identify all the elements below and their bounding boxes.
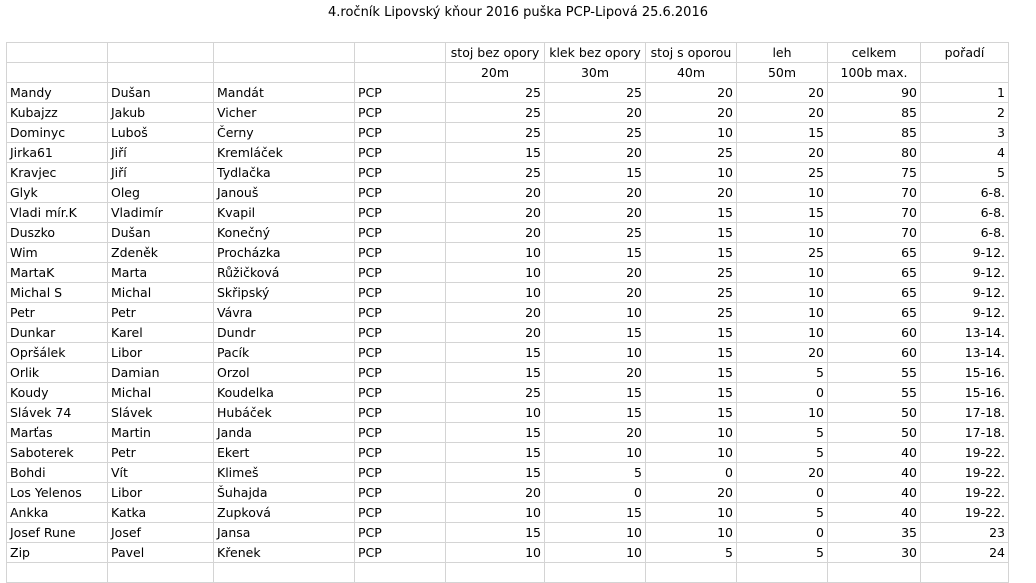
cell[interactable] [108, 63, 214, 83]
cell[interactable]: 20 [737, 343, 828, 363]
cell[interactable]: Josef [108, 523, 214, 543]
cell[interactable]: 19-22. [921, 503, 1009, 523]
cell[interactable]: Vladi mír.K [7, 203, 108, 223]
cell[interactable]: PCP [355, 523, 446, 543]
cell[interactable]: PCP [355, 243, 446, 263]
cell[interactable]: 13-14. [921, 343, 1009, 363]
cell[interactable]: 10 [737, 323, 828, 343]
cell[interactable]: 15 [646, 323, 737, 343]
cell[interactable]: Konečný [214, 223, 355, 243]
cell[interactable]: 25 [446, 163, 545, 183]
results-table [6, 42, 1009, 583]
cell[interactable]: Michal [108, 383, 214, 403]
cell[interactable]: Los Yelenos [7, 483, 108, 503]
cell[interactable] [7, 43, 108, 63]
cell[interactable]: Mandát [214, 83, 355, 103]
cell[interactable]: 25 [446, 383, 545, 403]
cell[interactable]: Saboterek [7, 443, 108, 463]
cell[interactable]: 13-14. [921, 323, 1009, 343]
cell[interactable]: Luboš [108, 123, 214, 143]
cell[interactable]: 70 [828, 203, 921, 223]
cell[interactable]: stoj s oporou [646, 43, 737, 63]
cell[interactable]: 0 [737, 383, 828, 403]
cell[interactable]: PCP [355, 203, 446, 223]
cell[interactable]: PCP [355, 143, 446, 163]
cell[interactable]: 24 [921, 543, 1009, 563]
table-row [7, 163, 1009, 183]
table-row [7, 143, 1009, 163]
cell[interactable]: 55 [828, 383, 921, 403]
cell[interactable]: 10 [646, 123, 737, 143]
cell[interactable]: 85 [828, 103, 921, 123]
cell[interactable]: 20 [646, 483, 737, 503]
cell[interactable] [108, 563, 214, 583]
cell[interactable]: Pavel [108, 543, 214, 563]
cell[interactable]: Petr [108, 443, 214, 463]
cell[interactable]: 10 [646, 523, 737, 543]
cell[interactable]: 0 [545, 483, 646, 503]
cell[interactable]: 65 [828, 303, 921, 323]
cell[interactable]: Karel [108, 323, 214, 343]
cell[interactable]: 5 [737, 543, 828, 563]
sheet-title: 4.ročník Lipovský kňour 2016 puška PCP-Lipová 25.6.2016 [328, 5, 708, 20]
cell[interactable]: MartaK [7, 263, 108, 283]
cell[interactable] [214, 43, 355, 63]
cell[interactable]: 65 [828, 283, 921, 303]
cell[interactable]: 5 [921, 163, 1009, 183]
cell[interactable]: Tydlačka [214, 163, 355, 183]
cell[interactable]: Wim [7, 243, 108, 263]
cell[interactable]: PCP [355, 103, 446, 123]
cell[interactable]: 75 [828, 163, 921, 183]
cell[interactable]: 0 [737, 523, 828, 543]
cell[interactable]: Pacík [214, 343, 355, 363]
cell[interactable]: 19-22. [921, 463, 1009, 483]
cell[interactable]: Kubajzz [7, 103, 108, 123]
cell[interactable]: 15 [737, 123, 828, 143]
cell[interactable]: pořadí [921, 43, 1009, 63]
cell[interactable]: Mandy [7, 83, 108, 103]
cell[interactable]: 20 [646, 183, 737, 203]
cell[interactable]: Damian [108, 363, 214, 383]
cell[interactable]: 10 [737, 183, 828, 203]
cell[interactable]: Křenek [214, 543, 355, 563]
cell[interactable]: 10 [737, 263, 828, 283]
cell[interactable]: PCP [355, 323, 446, 343]
cell[interactable]: 50 [828, 403, 921, 423]
cell[interactable]: 25 [646, 283, 737, 303]
cell[interactable]: 20 [446, 223, 545, 243]
cell[interactable]: 20 [446, 483, 545, 503]
cell[interactable]: Libor [108, 343, 214, 363]
cell[interactable]: Libor [108, 483, 214, 503]
cell[interactable]: 10 [737, 223, 828, 243]
cell[interactable]: PCP [355, 343, 446, 363]
cell[interactable]: Vít [108, 463, 214, 483]
cell[interactable] [7, 63, 108, 83]
cell[interactable] [108, 43, 214, 63]
cell[interactable]: 2 [921, 103, 1009, 123]
cell[interactable]: 10 [737, 303, 828, 323]
cell[interactable]: 9-12. [921, 243, 1009, 263]
cell[interactable]: 20 [737, 143, 828, 163]
cell[interactable]: Vávra [214, 303, 355, 323]
cell[interactable]: leh [737, 43, 828, 63]
table-row [7, 203, 1009, 223]
cell[interactable]: Kremláček [214, 143, 355, 163]
cell[interactable]: Jakub [108, 103, 214, 123]
cell[interactable]: Kvapil [214, 203, 355, 223]
table-row [7, 543, 1009, 563]
cell[interactable]: 15 [446, 343, 545, 363]
cell[interactable]: PCP [355, 223, 446, 243]
cell[interactable]: 10 [737, 403, 828, 423]
cell[interactable]: 15 [446, 463, 545, 483]
cell[interactable]: 15 [545, 163, 646, 183]
cell[interactable]: 15 [646, 243, 737, 263]
cell[interactable]: Ankka [7, 503, 108, 523]
cell[interactable]: 15 [446, 523, 545, 543]
cell[interactable]: Klimeš [214, 463, 355, 483]
cell[interactable]: 65 [828, 243, 921, 263]
table-row [7, 263, 1009, 283]
cell[interactable]: 10 [446, 403, 545, 423]
cell[interactable] [921, 563, 1009, 583]
cell[interactable]: Martin [108, 423, 214, 443]
cell[interactable]: 60 [828, 323, 921, 343]
table-row [7, 83, 1009, 103]
cell[interactable]: 1 [921, 83, 1009, 103]
cell[interactable]: 20 [737, 103, 828, 123]
cell[interactable]: 10 [545, 523, 646, 543]
table-row [7, 483, 1009, 503]
cell[interactable]: Michal [108, 283, 214, 303]
cell[interactable]: 15 [446, 443, 545, 463]
cell[interactable]: 15 [737, 203, 828, 223]
cell[interactable]: klek bez opory [545, 43, 646, 63]
table-row [7, 243, 1009, 263]
cell[interactable]: 40 [828, 443, 921, 463]
cell[interactable]: Orzol [214, 363, 355, 383]
cell[interactable]: 25 [646, 263, 737, 283]
table-row [7, 103, 1009, 123]
cell[interactable]: PCP [355, 363, 446, 383]
cell[interactable]: Katka [108, 503, 214, 523]
cell[interactable]: Janda [214, 423, 355, 443]
table-row [7, 183, 1009, 203]
header-row [7, 43, 1009, 63]
cell[interactable]: 15 [545, 243, 646, 263]
cell[interactable]: 35 [828, 523, 921, 543]
cell[interactable]: Zdeněk [108, 243, 214, 263]
cell[interactable]: 9-12. [921, 263, 1009, 283]
cell[interactable]: 20 [545, 183, 646, 203]
cell[interactable]: 15 [446, 363, 545, 383]
cell[interactable]: 50m [737, 63, 828, 83]
cell[interactable]: 20 [446, 203, 545, 223]
cell[interactable]: 20 [545, 103, 646, 123]
cell[interactable]: PCP [355, 463, 446, 483]
cell[interactable]: 17-18. [921, 423, 1009, 443]
cell[interactable]: Vicher [214, 103, 355, 123]
cell[interactable]: Orlik [7, 363, 108, 383]
cell[interactable]: Kravjec [7, 163, 108, 183]
table-row [7, 283, 1009, 303]
cell[interactable]: 5 [737, 423, 828, 443]
cell[interactable]: 6-8. [921, 203, 1009, 223]
cell[interactable]: Duszko [7, 223, 108, 243]
cell[interactable]: Jansa [214, 523, 355, 543]
cell[interactable] [828, 563, 921, 583]
cell[interactable]: Dušan [108, 83, 214, 103]
table-row [7, 363, 1009, 383]
cell[interactable]: Černy [214, 123, 355, 143]
cell[interactable]: Hubáček [214, 403, 355, 423]
cell[interactable]: Josef Rune [7, 523, 108, 543]
cell[interactable]: 80 [828, 143, 921, 163]
cell[interactable]: 20 [545, 283, 646, 303]
cell[interactable]: 6-8. [921, 183, 1009, 203]
cell[interactable] [545, 563, 646, 583]
cell[interactable]: 25 [737, 163, 828, 183]
cell[interactable]: 20 [446, 303, 545, 323]
cell[interactable]: 10 [545, 343, 646, 363]
cell[interactable] [214, 63, 355, 83]
cell[interactable]: 5 [737, 503, 828, 523]
cell[interactable]: 20 [545, 203, 646, 223]
cell[interactable]: Janouš [214, 183, 355, 203]
cell[interactable] [446, 563, 545, 583]
cell[interactable]: Zip [7, 543, 108, 563]
cell[interactable]: Procházka [214, 243, 355, 263]
cell[interactable]: PCP [355, 503, 446, 523]
cell[interactable]: 10 [545, 303, 646, 323]
cell[interactable]: Dundr [214, 323, 355, 343]
cell[interactable]: PCP [355, 403, 446, 423]
cell[interactable]: 20m [446, 63, 545, 83]
cell[interactable]: Petr [108, 303, 214, 323]
cell[interactable]: 85 [828, 123, 921, 143]
empty-row [7, 563, 1009, 583]
cell[interactable]: Ekert [214, 443, 355, 463]
cell[interactable]: 15 [545, 503, 646, 523]
cell[interactable]: 10 [646, 163, 737, 183]
cell[interactable]: 15-16. [921, 383, 1009, 403]
cell[interactable]: 19-22. [921, 483, 1009, 503]
cell[interactable]: Opršálek [7, 343, 108, 363]
cell[interactable]: Dominyc [7, 123, 108, 143]
cell[interactable]: 55 [828, 363, 921, 383]
cell[interactable]: 25 [737, 243, 828, 263]
cell[interactable]: PCP [355, 543, 446, 563]
table-row [7, 443, 1009, 463]
cell[interactable]: 25 [646, 143, 737, 163]
cell[interactable]: 40 [828, 463, 921, 483]
cell[interactable]: 20 [545, 263, 646, 283]
cell[interactable]: 10 [446, 263, 545, 283]
cell[interactable]: Koudelka [214, 383, 355, 403]
table-row [7, 383, 1009, 403]
cell[interactable]: 25 [545, 223, 646, 243]
table-row [7, 503, 1009, 523]
cell[interactable]: Marťas [7, 423, 108, 443]
cell[interactable]: 10 [646, 423, 737, 443]
cell[interactable]: 25 [545, 123, 646, 143]
cell[interactable]: Vladimír [108, 203, 214, 223]
cell[interactable]: stoj bez opory [446, 43, 545, 63]
cell[interactable]: Glyk [7, 183, 108, 203]
cell[interactable]: 15 [545, 383, 646, 403]
cell[interactable]: 23 [921, 523, 1009, 543]
cell[interactable]: Dunkar [7, 323, 108, 343]
cell[interactable]: 20 [545, 423, 646, 443]
cell[interactable]: 6-8. [921, 223, 1009, 243]
cell[interactable]: 10 [545, 443, 646, 463]
cell[interactable]: 15 [646, 223, 737, 243]
cell[interactable]: 60 [828, 343, 921, 363]
subheader-row [7, 63, 1009, 83]
cell[interactable]: 20 [646, 83, 737, 103]
cell[interactable]: 25 [646, 303, 737, 323]
cell[interactable]: 100b max. [828, 63, 921, 83]
cell[interactable]: 17-18. [921, 403, 1009, 423]
cell[interactable]: 10 [446, 283, 545, 303]
cell[interactable]: 20 [446, 323, 545, 343]
cell[interactable]: Zupková [214, 503, 355, 523]
cell[interactable]: 25 [545, 83, 646, 103]
table-row [7, 423, 1009, 443]
cell[interactable]: Slávek 74 [7, 403, 108, 423]
table-row [7, 463, 1009, 483]
cell[interactable]: 15-16. [921, 363, 1009, 383]
cell[interactable]: 10 [646, 503, 737, 523]
cell[interactable]: 10 [737, 283, 828, 303]
table-row [7, 223, 1009, 243]
cell[interactable]: 15 [545, 323, 646, 343]
cell[interactable]: 5 [737, 443, 828, 463]
cell[interactable]: Jiří [108, 143, 214, 163]
cell[interactable]: 70 [828, 183, 921, 203]
cell[interactable] [646, 563, 737, 583]
cell[interactable]: 40 [828, 503, 921, 523]
cell[interactable]: 15 [446, 423, 545, 443]
cell[interactable]: PCP [355, 263, 446, 283]
cell[interactable] [355, 43, 446, 63]
cell[interactable]: 9-12. [921, 303, 1009, 323]
cell[interactable]: 5 [737, 363, 828, 383]
cell[interactable] [737, 563, 828, 583]
cell[interactable]: Oleg [108, 183, 214, 203]
cell[interactable]: Koudy [7, 383, 108, 403]
cell[interactable]: Jiří [108, 163, 214, 183]
cell[interactable]: PCP [355, 183, 446, 203]
cell[interactable]: 25 [446, 83, 545, 103]
table-row [7, 343, 1009, 363]
cell[interactable]: PCP [355, 423, 446, 443]
cell[interactable]: 15 [545, 403, 646, 423]
cell[interactable]: 40 [828, 483, 921, 503]
cell[interactable]: PCP [355, 283, 446, 303]
cell[interactable]: 10 [446, 503, 545, 523]
cell[interactable]: 65 [828, 263, 921, 283]
cell[interactable]: PCP [355, 443, 446, 463]
cell[interactable]: PCP [355, 303, 446, 323]
cell[interactable]: 15 [646, 363, 737, 383]
cell[interactable]: 10 [446, 243, 545, 263]
cell[interactable]: 19-22. [921, 443, 1009, 463]
cell[interactable]: 9-12. [921, 283, 1009, 303]
cell[interactable]: PCP [355, 123, 446, 143]
cell[interactable]: 15 [646, 403, 737, 423]
cell[interactable] [355, 63, 446, 83]
cell[interactable]: Marta [108, 263, 214, 283]
cell[interactable]: 15 [646, 343, 737, 363]
cell[interactable]: 10 [446, 543, 545, 563]
cell[interactable]: 15 [646, 203, 737, 223]
cell[interactable]: 30m [545, 63, 646, 83]
cell[interactable]: 0 [646, 463, 737, 483]
table-row [7, 123, 1009, 143]
cell[interactable]: 5 [545, 463, 646, 483]
table-row [7, 303, 1009, 323]
cell[interactable]: 20 [737, 463, 828, 483]
cell[interactable]: 25 [446, 123, 545, 143]
cell[interactable]: 40m [646, 63, 737, 83]
cell[interactable]: Skřipský [214, 283, 355, 303]
cell[interactable]: Petr [7, 303, 108, 323]
cell[interactable]: PCP [355, 483, 446, 503]
cell[interactable]: 3 [921, 123, 1009, 143]
cell[interactable] [355, 563, 446, 583]
cell[interactable]: 30 [828, 543, 921, 563]
cell[interactable]: 15 [446, 143, 545, 163]
cell[interactable]: Jirka61 [7, 143, 108, 163]
cell[interactable]: celkem [828, 43, 921, 63]
cell[interactable]: 90 [828, 83, 921, 103]
cell[interactable]: 25 [446, 103, 545, 123]
cell[interactable]: 10 [646, 443, 737, 463]
cell[interactable] [7, 563, 108, 583]
cell[interactable]: 5 [646, 543, 737, 563]
cell[interactable] [214, 563, 355, 583]
cell[interactable]: 10 [545, 543, 646, 563]
cell[interactable]: 20 [446, 183, 545, 203]
cell[interactable]: Michal S [7, 283, 108, 303]
cell[interactable]: 0 [737, 483, 828, 503]
cell[interactable]: 20 [737, 83, 828, 103]
cell[interactable]: 20 [646, 103, 737, 123]
table-row [7, 403, 1009, 423]
cell[interactable]: PCP [355, 83, 446, 103]
cell[interactable]: 4 [921, 143, 1009, 163]
cell[interactable]: 15 [646, 383, 737, 403]
table-row [7, 323, 1009, 343]
table-row [7, 523, 1009, 543]
cell[interactable]: Dušan [108, 223, 214, 243]
cell[interactable]: 20 [545, 363, 646, 383]
cell[interactable]: Šuhajda [214, 483, 355, 503]
cell[interactable]: Růžičková [214, 263, 355, 283]
cell[interactable]: PCP [355, 383, 446, 403]
cell[interactable]: PCP [355, 163, 446, 183]
cell[interactable]: Bohdi [7, 463, 108, 483]
cell[interactable] [921, 63, 1009, 83]
cell[interactable]: 50 [828, 423, 921, 443]
cell[interactable]: 20 [545, 143, 646, 163]
cell[interactable]: Slávek [108, 403, 214, 423]
cell[interactable]: 70 [828, 223, 921, 243]
